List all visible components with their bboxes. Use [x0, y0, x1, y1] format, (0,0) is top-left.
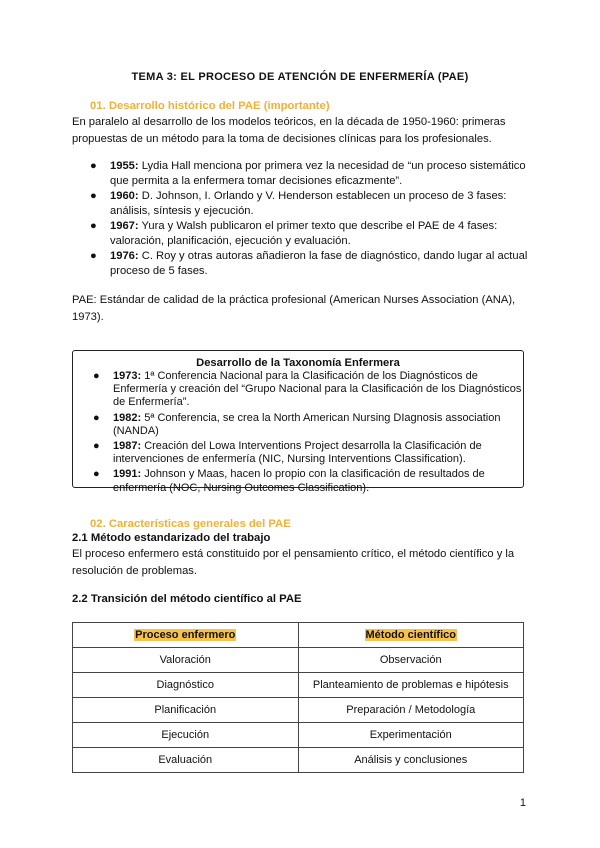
bullet-dot: ●: [93, 370, 100, 382]
bullet-dot: ●: [93, 411, 100, 424]
taxonomy-year: 1987:: [113, 440, 142, 453]
taxonomy-list: [73, 370, 523, 495]
table-cell: Preparación / Metodología: [298, 698, 524, 723]
taxonomy-item-1987: [93, 440, 523, 466]
taxonomy-box: [72, 350, 524, 494]
table-cell: Diagnóstico: [73, 673, 299, 698]
table-cell: Planificación: [73, 698, 299, 723]
taxonomy-text: Creación del Lowa Interventions Project desarrolla la Clasificación de intervenciones de enfermería (NIC, Nursing Interventions Classification).: [113, 440, 482, 466]
history-list: [90, 159, 530, 279]
bullet-dot: ●: [93, 468, 100, 481]
bullet-dot: ●: [90, 250, 97, 262]
header-proceso-enfermero: Proceso enfermero: [135, 629, 236, 641]
page-number: 1: [519, 797, 526, 809]
taxonomy-title: Desarrollo de la Taxonomía Enfermera: [196, 357, 400, 369]
taxonomy-year: 1991:: [113, 468, 142, 481]
history-year: 1960:: [110, 190, 139, 202]
table-cell: Evaluación: [73, 748, 299, 773]
table-cell: Análisis y conclusiones: [298, 748, 524, 773]
table-header-cell: [298, 623, 524, 648]
taxonomy-year: 1973:: [113, 370, 142, 382]
comparison-table: [72, 622, 524, 773]
table-cell: Ejecución: [73, 723, 299, 748]
history-item-1960: [90, 189, 530, 218]
section-1-heading: 01. Desarrollo histórico del PAE (importante): [90, 100, 330, 112]
table-row: [73, 748, 524, 773]
table-cell: Observación: [298, 648, 524, 673]
bullet-dot: ●: [93, 440, 100, 453]
bullet-dot: ●: [90, 220, 97, 232]
subsection-2-1-heading: 2.1 Método estandarizado del trabajo: [72, 532, 271, 544]
table-cell: Valoración: [73, 648, 299, 673]
taxonomy-item-1973: [93, 370, 523, 410]
history-item-1976: [90, 249, 530, 278]
table-header-cell: [73, 623, 299, 648]
history-year: 1955:: [110, 160, 139, 172]
taxonomy-item-1982: [93, 412, 523, 438]
taxonomy-year: 1982:: [113, 411, 142, 424]
history-item-1967: [90, 219, 530, 248]
history-text: Lydia Hall menciona por primera vez la necesidad de “un proceso sistemático que permita a la enfermera tomar decisiones eficazmente”.: [110, 160, 526, 187]
table-row: [73, 673, 524, 698]
history-year: 1976:: [110, 250, 139, 262]
table-cell: Experimentación: [298, 723, 524, 748]
taxonomy-text: Johnson y Maas, hacen lo propio con la clasificación de resultados de enfermería (NOC, Nursing Outcomes Classification).: [113, 468, 485, 494]
page-title: TEMA 3: EL PROCESO DE ATENCIÓN DE ENFERMERÍA (PAE): [131, 71, 469, 83]
header-metodo-cientifico: Método científico: [365, 629, 456, 641]
section-1-intro: En paralelo al desarrollo de los modelos teóricos, en la década de 1950-1960: primeras propuestas de un método para la toma de decisiones clínicas para los profesionales.: [72, 116, 506, 145]
history-text: D. Johnson, I. Orlando y V. Henderson establecen un proceso de 3 fases: análisis, síntesis y ejecución.: [110, 190, 507, 217]
bullet-dot: ●: [90, 190, 97, 202]
taxonomy-item-1991: [93, 468, 523, 494]
table-row: [73, 723, 524, 748]
table-row: [73, 698, 524, 723]
table-cell: Planteamiento de problemas e hipótesis: [298, 673, 524, 698]
subsection-2-2-heading: 2.2 Transición del método científico al PAE: [72, 593, 302, 605]
section-2-heading: 02. Características generales del PAE: [90, 518, 291, 530]
subsection-2-1-text: El proceso enfermero está constituido por el pensamiento crítico, el método científico y la resolución de problemas.: [72, 548, 515, 577]
pae-standard-note: PAE: Estándar de calidad de la práctica profesional (American Nurses Association (ANA), 1973).: [72, 294, 516, 323]
history-year: 1967:: [110, 220, 139, 232]
history-text: C. Roy y otras autoras añadieron la fase de diagnóstico, dando lugar al actual proceso de 5 fases.: [110, 250, 528, 277]
history-item-1955: [90, 159, 530, 188]
taxonomy-text: 1ª Conferencia Nacional para la Clasificación de los Diagnósticos de Enfermería y creación del “Grupo Nacional para la Clasificación de los Diagnósticos de Enfermería”.: [113, 370, 522, 409]
table-header-row: [73, 623, 524, 648]
bullet-dot: ●: [90, 160, 97, 172]
history-text: Yura y Walsh publicaron el primer texto que describe el PAE de 4 fases: valoración, planificación, ejecución y evaluación.: [110, 220, 498, 247]
taxonomy-text: 5ª Conferencia, se crea la North American Nursing DIagnosis association (NANDA): [113, 411, 501, 437]
table-row: [73, 648, 524, 673]
